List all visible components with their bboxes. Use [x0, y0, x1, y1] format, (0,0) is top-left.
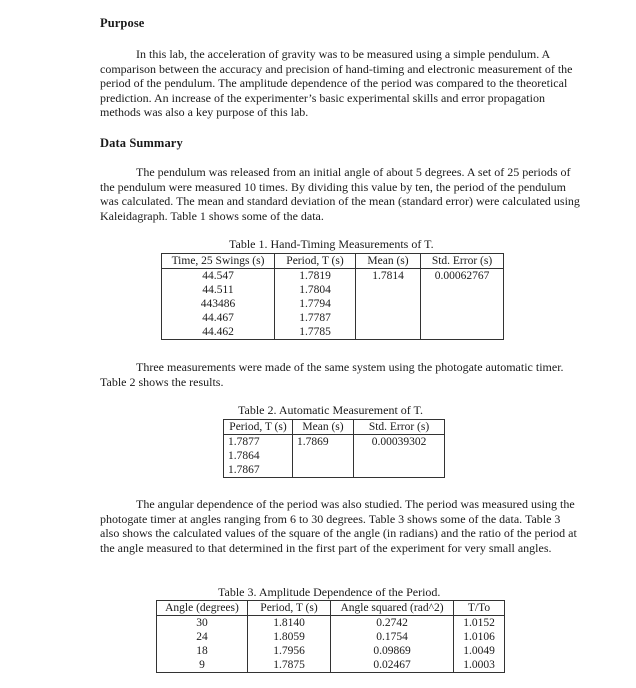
- table-cell: 1.8059: [248, 630, 331, 644]
- table-cell: 1.0106: [454, 630, 505, 644]
- purpose-paragraph: In this lab, the acceleration of gravity was to be measured using a simple pendulum. A comparison between the accuracy and precision of hand-timing and electronic measurement of the period of the pendulum. The amplitude dependence of the period was compared to the theoretical prediction. An increase of the experimenter’s basic experimental skills and error propagation methods was also a key purpose of this lab.: [100, 47, 573, 119]
- data-summary-paragraph-1: The pendulum was released from an initial angle of about 5 degrees. A set of 25 periods of the pendulum were measured 10 times. By dividing this value by ten, the period of the pendulum was calculated. The mean and standard deviation of the mean (standard error) were calculated using Kaleidagraph. Table 1 shows some of the data.: [100, 165, 580, 223]
- data-summary-paragraph-2: Three measurements were made of the same system using the photogate automatic timer. Table 2 shows the results.: [100, 360, 564, 389]
- table-row: [157, 630, 505, 644]
- table-cell: [421, 325, 504, 340]
- table-cell: [293, 449, 354, 463]
- table-cell: 0.1754: [331, 630, 454, 644]
- table-cell: [421, 283, 504, 297]
- table1-header-2: Mean (s): [356, 254, 421, 269]
- table-cell: 44.511: [162, 283, 275, 297]
- table-cell: 1.0003: [454, 658, 505, 673]
- table2-caption: Table 2. Automatic Measurement of T.: [238, 403, 423, 417]
- table2-automatic: [223, 419, 445, 478]
- table-cell: 1.7867: [224, 463, 293, 478]
- table-row: [224, 449, 445, 463]
- table-cell: 1.7875: [248, 658, 331, 673]
- table-cell: 1.7819: [275, 269, 356, 284]
- table-row: [157, 616, 505, 631]
- table-cell: 443486: [162, 297, 275, 311]
- table-cell: [293, 463, 354, 478]
- table-cell: 1.7877: [224, 435, 293, 450]
- table1-caption: Table 1. Hand-Timing Measurements of T.: [229, 237, 434, 251]
- table-cell: [354, 463, 445, 478]
- table-cell: 24: [157, 630, 248, 644]
- table-cell: 44.462: [162, 325, 275, 340]
- table-cell: 1.0049: [454, 644, 505, 658]
- data-summary-heading: Data Summary: [100, 136, 183, 150]
- table1-header-3: Std. Error (s): [421, 254, 504, 269]
- table-cell: 0.00062767: [421, 269, 504, 284]
- table3-header-0: Angle (degrees): [157, 601, 248, 616]
- table2-header-1: Mean (s): [293, 420, 354, 435]
- table1-header-0: Time, 25 Swings (s): [162, 254, 275, 269]
- table-cell: 1.7869: [293, 435, 354, 450]
- table-cell: 1.7956: [248, 644, 331, 658]
- table-cell: 18: [157, 644, 248, 658]
- table-cell: 44.547: [162, 269, 275, 284]
- table2-header-2: Std. Error (s): [354, 420, 445, 435]
- table1-header-1: Period, T (s): [275, 254, 356, 269]
- table-cell: [356, 297, 421, 311]
- table-cell: 1.7814: [356, 269, 421, 284]
- table-cell: [354, 449, 445, 463]
- table-cell: 1.0152: [454, 616, 505, 631]
- table1-hand-timing: [161, 253, 504, 340]
- table-cell: 1.7794: [275, 297, 356, 311]
- table-cell: [421, 297, 504, 311]
- table-cell: [356, 283, 421, 297]
- table-cell: 1.7864: [224, 449, 293, 463]
- table-cell: 1.7804: [275, 283, 356, 297]
- table-row: [224, 463, 445, 478]
- purpose-heading: Purpose: [100, 16, 145, 30]
- table-row: [157, 644, 505, 658]
- table-cell: 30: [157, 616, 248, 631]
- table-row: [162, 325, 504, 340]
- data-summary-paragraph-3: The angular dependence of the period was also studied. The period was measured using the photogate timer at angles ranging from 6 to 30 degrees. Table 3 shows some of the data. Table 3 also shows the calculated values of the square of the angle (in radians) and the ratio of the period at the angle measured to that determined in the first part of the experiment for very small angles.: [100, 497, 577, 555]
- table-cell: 0.02467: [331, 658, 454, 673]
- table3-header-2: Angle squared (rad^2): [331, 601, 454, 616]
- table-cell: [356, 325, 421, 340]
- table-row: [157, 658, 505, 673]
- table-row: [224, 435, 445, 450]
- table-cell: [356, 311, 421, 325]
- table3-header-3: T/To: [454, 601, 505, 616]
- table3-amplitude: [156, 600, 505, 673]
- table-cell: 1.7787: [275, 311, 356, 325]
- table-cell: 0.2742: [331, 616, 454, 631]
- table-cell: 0.09869: [331, 644, 454, 658]
- table-row: [162, 269, 504, 284]
- table-cell: 1.7785: [275, 325, 356, 340]
- table-cell: [421, 311, 504, 325]
- table-cell: 9: [157, 658, 248, 673]
- table3-caption: Table 3. Amplitude Dependence of the Period.: [218, 585, 441, 599]
- table-cell: 1.8140: [248, 616, 331, 631]
- table-row: [162, 283, 504, 297]
- table-cell: 44.467: [162, 311, 275, 325]
- table3-header-1: Period, T (s): [248, 601, 331, 616]
- table2-header-0: Period, T (s): [224, 420, 293, 435]
- table-cell: 0.00039302: [354, 435, 445, 450]
- table-row: [162, 297, 504, 311]
- table-row: [162, 311, 504, 325]
